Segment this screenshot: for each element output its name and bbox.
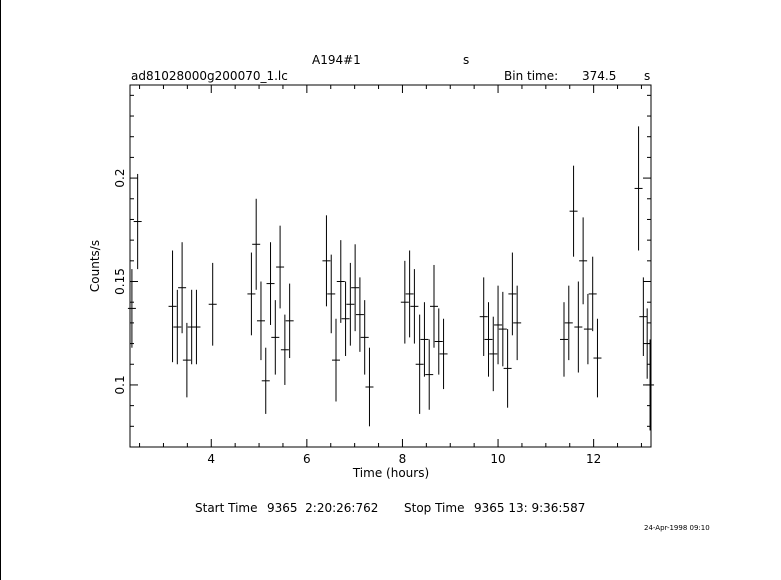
bin-time-unit: s	[644, 69, 651, 83]
bin-time-value: 374.5	[582, 69, 617, 83]
bin-time-label: Bin time:	[504, 69, 559, 83]
y-axis-label: Counts/s	[88, 239, 102, 293]
data-point	[267, 242, 275, 325]
data-point	[440, 319, 448, 389]
y-tick-label: 0.2	[113, 168, 127, 188]
data-point	[584, 294, 592, 364]
data-point	[361, 300, 369, 374]
data-point	[560, 302, 568, 376]
data-point	[271, 300, 279, 374]
axis-tick-labels	[113, 169, 601, 466]
data-point	[173, 290, 181, 364]
data-point	[401, 261, 409, 344]
data-point	[327, 255, 335, 334]
data-point	[286, 284, 294, 358]
data-point	[169, 250, 177, 362]
data-point	[134, 174, 142, 269]
x-axis-label: Time (hours)	[352, 466, 430, 480]
data-point	[342, 282, 350, 356]
data-point	[322, 215, 330, 306]
data-point	[281, 315, 289, 385]
start-time-value: 9365 2:20:26:762	[267, 501, 379, 515]
data-point	[406, 250, 414, 337]
data-point	[410, 269, 418, 343]
x-tick-label: 12	[586, 452, 602, 466]
data-point	[365, 348, 373, 427]
data-point	[178, 242, 186, 333]
data-point	[183, 323, 191, 397]
data-point	[351, 244, 359, 331]
object-suffix: s	[463, 53, 470, 67]
data-point	[484, 302, 492, 376]
data-point	[579, 217, 587, 304]
data-point	[435, 308, 443, 374]
plot-frame	[130, 85, 651, 447]
x-tick-label: 4	[207, 452, 216, 466]
data-point	[565, 286, 573, 360]
data-point	[513, 286, 521, 360]
x-tick-label: 6	[303, 452, 311, 466]
data-point	[504, 329, 512, 408]
x-tick-label: 8	[398, 452, 407, 466]
file-name: ad81028000g200070_1.lc	[131, 69, 288, 83]
data-point	[639, 277, 647, 356]
data-point	[570, 166, 578, 257]
data-point	[430, 265, 438, 348]
plot-date: 24-Apr-1998 09:10	[644, 524, 710, 532]
data-point	[209, 263, 217, 346]
object-name: A194#1	[312, 53, 361, 67]
data-point	[420, 302, 428, 376]
data-point	[589, 257, 597, 331]
data-point	[425, 339, 433, 409]
data-point	[593, 319, 601, 398]
data-point	[494, 286, 502, 365]
data-series	[128, 126, 654, 430]
data-point	[252, 199, 260, 290]
axis-ticks	[130, 85, 651, 447]
data-point	[356, 277, 364, 351]
x-tick-label: 10	[490, 452, 506, 466]
start-time-label: Start Time	[195, 501, 258, 515]
data-point	[499, 292, 507, 366]
y-tick-label: 0.1	[113, 375, 127, 395]
data-point	[635, 126, 643, 250]
data-point	[489, 317, 497, 391]
data-point	[574, 282, 582, 373]
data-point	[332, 319, 340, 402]
data-point	[480, 277, 488, 356]
data-point	[257, 282, 265, 361]
data-point	[247, 253, 255, 336]
data-point	[262, 348, 270, 414]
data-point	[128, 269, 136, 348]
data-point	[346, 263, 354, 346]
stop-time-label: Stop Time	[404, 501, 465, 515]
data-point	[337, 240, 345, 323]
data-point	[276, 226, 284, 309]
data-point	[416, 315, 424, 414]
y-tick-label: 0.15	[113, 268, 127, 295]
stop-time-value: 9365 13: 9:36:587	[474, 501, 586, 515]
data-point	[192, 290, 200, 364]
